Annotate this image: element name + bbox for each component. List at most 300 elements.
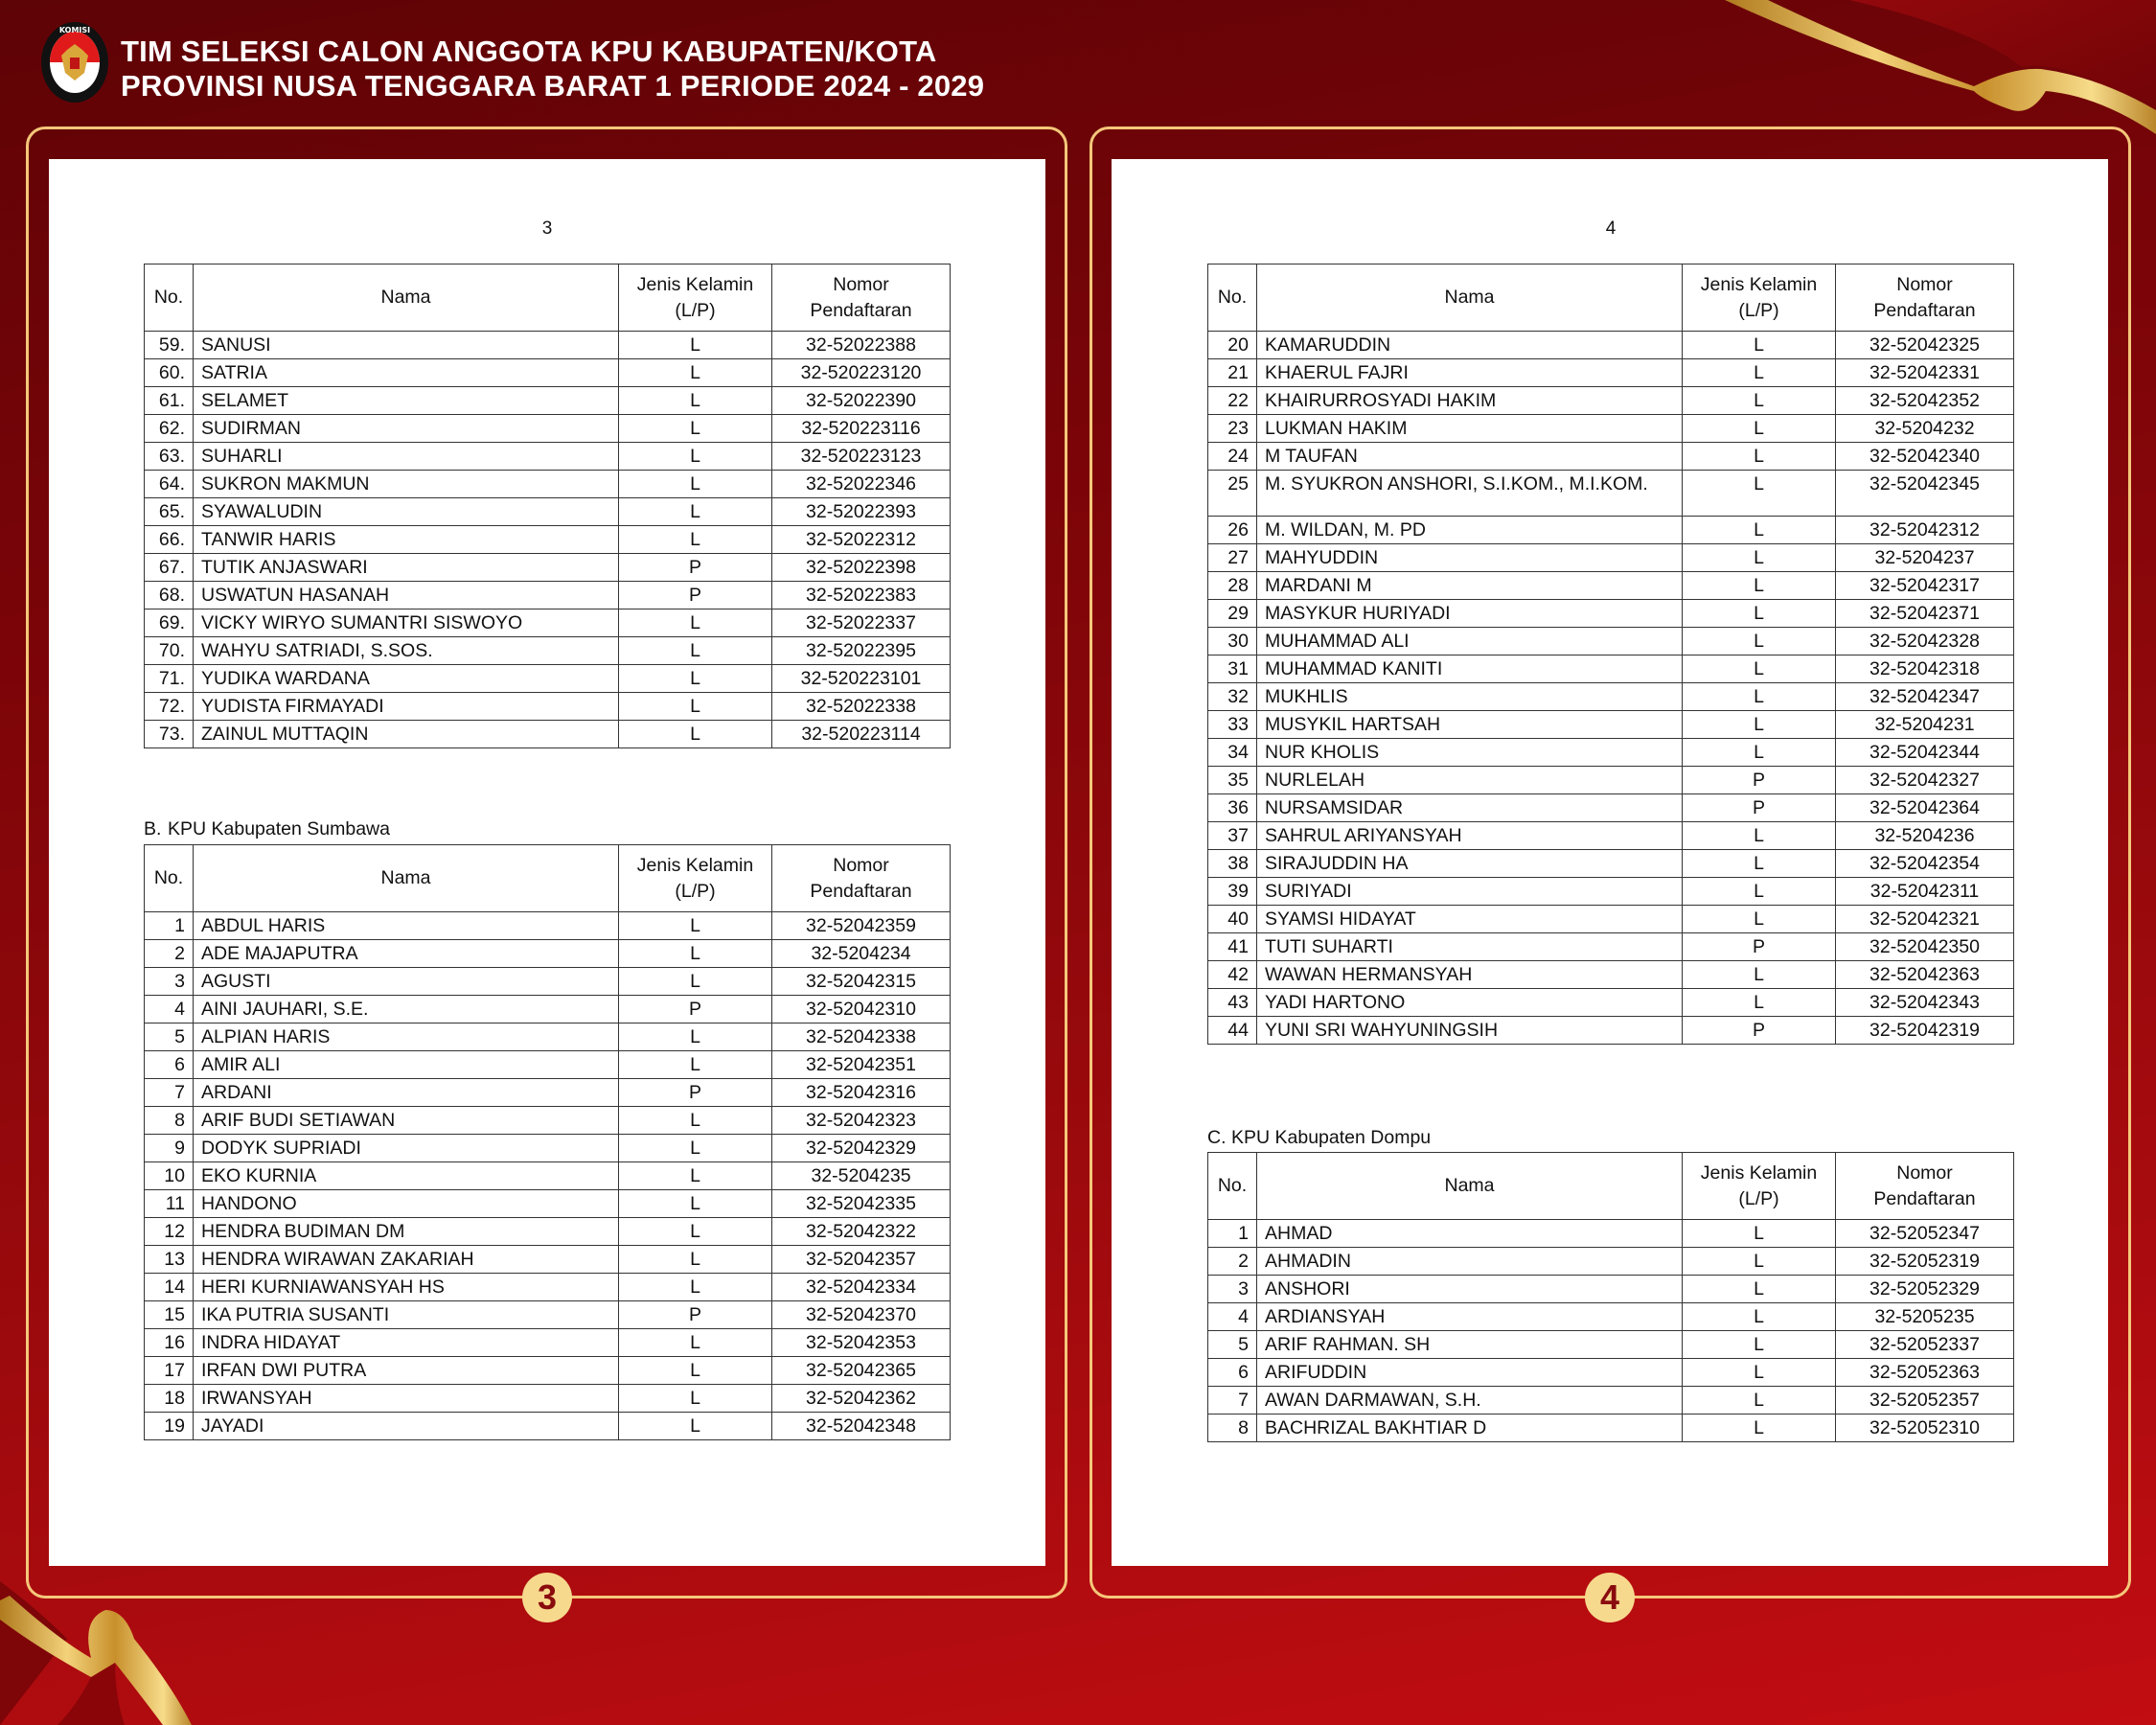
table-row [145, 471, 951, 498]
table-row [145, 665, 951, 693]
row-name: ABDUL HARIS [194, 912, 619, 940]
row-gender: L [1683, 359, 1836, 387]
table-row [145, 498, 951, 526]
row-registration-number: 32-5204236 [1836, 822, 2014, 850]
row-registration-number: 32-52042345 [1836, 471, 2014, 517]
row-gender: L [619, 721, 772, 748]
section-letter: C. [1207, 1127, 1227, 1148]
row-gender: L [619, 1385, 772, 1413]
row-gender: P [619, 996, 772, 1024]
table-row [145, 1246, 951, 1274]
column-header-no-text: No. [1217, 287, 1248, 308]
table-row [145, 1107, 951, 1135]
table-row [145, 1079, 951, 1107]
column-header-nama [194, 264, 619, 332]
table-row [145, 1051, 951, 1079]
row-name: MAHYUDDIN [1257, 544, 1683, 572]
row-number: 20 [1208, 332, 1257, 359]
row-name: SAHRUL ARIYANSYAH [1257, 822, 1683, 850]
row-number: 26 [1208, 517, 1257, 544]
column-header-sex [619, 264, 772, 332]
row-gender: L [1683, 989, 1836, 1017]
row-gender: L [619, 471, 772, 498]
row-gender: P [619, 1079, 772, 1107]
column-header-registration-text: Pendaftaran [1873, 1187, 1976, 1209]
registrant-table [144, 264, 951, 748]
row-number: 44 [1208, 1017, 1257, 1045]
table-row [145, 610, 951, 637]
table-row [1208, 711, 2014, 739]
row-name: ARDIANSYAH [1257, 1303, 1683, 1331]
row-number: 35 [1208, 767, 1257, 794]
row-number: 36 [1208, 794, 1257, 822]
section-title: KPU Kabupaten Sumbawa [168, 818, 390, 840]
row-name: AWAN DARMAWAN, S.H. [1257, 1387, 1683, 1414]
table-row [145, 1385, 951, 1413]
row-name: SANUSI [194, 332, 619, 359]
table-row [1208, 1387, 2014, 1414]
column-header-registration-text: Nomor [833, 273, 889, 295]
page-number: 3 [541, 218, 553, 239]
column-header-sex [619, 845, 772, 912]
table-row [1208, 767, 2014, 794]
row-number: 18 [145, 1385, 194, 1413]
row-name: NUR KHOLIS [1257, 739, 1683, 767]
column-header-registration-text: Nomor [833, 854, 889, 876]
row-number: 31 [1208, 656, 1257, 683]
page-number: 4 [1605, 218, 1617, 239]
row-gender: L [1683, 443, 1836, 471]
row-registration-number: 32-52042340 [1836, 443, 2014, 471]
row-number: 1 [1208, 1220, 1257, 1248]
row-registration-number: 32-52042316 [772, 1079, 951, 1107]
row-name: ZAINUL MUTTAQIN [194, 721, 619, 748]
row-number: 21 [1208, 359, 1257, 387]
row-gender: L [1683, 1331, 1836, 1359]
row-gender: L [1683, 600, 1836, 628]
row-registration-number: 32-52022393 [772, 498, 951, 526]
row-registration-number: 32-52042352 [1836, 387, 2014, 415]
row-registration-number: 32-52022383 [772, 582, 951, 610]
row-number: 25 [1208, 471, 1257, 517]
row-registration-number: 32-5204235 [772, 1162, 951, 1190]
table-row [1208, 471, 2014, 517]
page-badge: 4 [1585, 1573, 1635, 1622]
row-name: ALPIAN HARIS [194, 1024, 619, 1051]
table-row [145, 415, 951, 443]
row-gender: P [619, 1301, 772, 1329]
header-title-line2: PROVINSI NUSA TENGGARA BARAT 1 PERIODE 2024 - 2029 [121, 69, 985, 103]
row-registration-number: 32-52042353 [772, 1329, 951, 1357]
column-header-no-text: No. [1217, 1175, 1248, 1196]
row-registration-number: 32-52022388 [772, 332, 951, 359]
row-gender: L [619, 912, 772, 940]
row-name: HENDRA BUDIMAN DM [194, 1218, 619, 1246]
row-registration-number: 32-52042323 [772, 1107, 951, 1135]
row-number: 5 [145, 1024, 194, 1051]
row-gender: L [1683, 628, 1836, 656]
row-gender: L [619, 498, 772, 526]
row-registration-number: 32-52042315 [772, 968, 951, 996]
row-gender: L [1683, 471, 1836, 517]
column-header-no [145, 845, 194, 912]
row-gender: L [1683, 1276, 1836, 1303]
row-registration-number: 32-52042329 [772, 1135, 951, 1162]
row-gender: L [1683, 1414, 1836, 1442]
row-number: 69. [145, 610, 194, 637]
table-row [1208, 933, 2014, 961]
row-gender: L [1683, 878, 1836, 906]
column-header-sex-text: Jenis Kelamin [1700, 273, 1818, 295]
table-row [1208, 989, 2014, 1017]
row-name: YUNI SRI WAHYUNINGSIH [1257, 1017, 1683, 1045]
registrant-table [1207, 1152, 2014, 1442]
row-number: 64. [145, 471, 194, 498]
row-gender: L [619, 415, 772, 443]
row-number: 66. [145, 526, 194, 554]
row-registration-number: 32-52042325 [1836, 332, 2014, 359]
row-registration-number: 32-52042317 [1836, 572, 2014, 600]
row-registration-number: 32-52052357 [1836, 1387, 2014, 1414]
row-number: 70. [145, 637, 194, 665]
row-number: 4 [1208, 1303, 1257, 1331]
row-gender: L [619, 1107, 772, 1135]
row-gender: P [619, 554, 772, 582]
row-name: ARIF BUDI SETIAWAN [194, 1107, 619, 1135]
row-registration-number: 32-52042364 [1836, 794, 2014, 822]
row-name: AHMAD [1257, 1220, 1683, 1248]
row-number: 8 [1208, 1414, 1257, 1442]
row-gender: P [1683, 1017, 1836, 1045]
row-gender: L [1683, 1359, 1836, 1387]
row-gender: L [1683, 739, 1836, 767]
row-number: 37 [1208, 822, 1257, 850]
row-registration-number: 32-52042365 [772, 1357, 951, 1385]
table-row [145, 1301, 951, 1329]
row-number: 7 [145, 1079, 194, 1107]
column-header-nama [1257, 264, 1683, 332]
row-registration-number: 32-52022395 [772, 637, 951, 665]
row-name: ADE MAJAPUTRA [194, 940, 619, 968]
row-registration-number: 32-52042343 [1836, 989, 2014, 1017]
row-gender: L [619, 940, 772, 968]
row-registration-number: 32-52042328 [1836, 628, 2014, 656]
row-gender: L [619, 693, 772, 721]
row-registration-number: 32-52042350 [1836, 933, 2014, 961]
row-name: WAHYU SATRIADI, S.SOS. [194, 637, 619, 665]
header-title [121, 34, 984, 104]
row-number: 39 [1208, 878, 1257, 906]
row-number: 33 [1208, 711, 1257, 739]
row-name: TANWIR HARIS [194, 526, 619, 554]
column-header-sex-text: Jenis Kelamin [636, 854, 754, 876]
table-row [1208, 443, 2014, 471]
row-registration-number: 32-52042311 [1836, 878, 2014, 906]
row-registration-number: 32-5204232 [1836, 415, 2014, 443]
row-name: DODYK SUPRIADI [194, 1135, 619, 1162]
row-number: 16 [145, 1329, 194, 1357]
row-name: MUHAMMAD ALI [1257, 628, 1683, 656]
column-header-sex-text: (L/P) [675, 299, 716, 321]
row-gender: L [1683, 656, 1836, 683]
column-header-no-text: No. [153, 287, 184, 308]
row-name: AMIR ALI [194, 1051, 619, 1079]
section-title: KPU Kabupaten Dompu [1231, 1127, 1432, 1148]
row-name: MUKHLIS [1257, 683, 1683, 711]
row-number: 61. [145, 387, 194, 415]
row-name: SUKRON MAKMUN [194, 471, 619, 498]
table-row [1208, 1331, 2014, 1359]
row-name: TUTI SUHARTI [1257, 933, 1683, 961]
table-header-row [145, 264, 951, 332]
table-header-row [145, 845, 951, 912]
row-number: 8 [145, 1107, 194, 1135]
row-registration-number: 32-52042344 [1836, 739, 2014, 767]
table-row [1208, 572, 2014, 600]
row-name: AHMADIN [1257, 1248, 1683, 1276]
row-name: EKO KURNIA [194, 1162, 619, 1190]
table-row [145, 582, 951, 610]
row-gender: L [1683, 1303, 1836, 1331]
table-row [1208, 1303, 2014, 1331]
table-row [145, 387, 951, 415]
row-number: 22 [1208, 387, 1257, 415]
table-row [145, 1190, 951, 1218]
row-number: 65. [145, 498, 194, 526]
column-header-nama-text: Nama [1444, 287, 1495, 308]
row-gender: L [619, 1329, 772, 1357]
row-gender: L [619, 637, 772, 665]
column-header-registration-text: Pendaftaran [810, 299, 912, 321]
row-gender: L [1683, 1248, 1836, 1276]
table-row [145, 637, 951, 665]
row-name: ARIF RAHMAN. SH [1257, 1331, 1683, 1359]
row-gender: L [619, 1162, 772, 1190]
row-number: 29 [1208, 600, 1257, 628]
row-registration-number: 32-52042363 [1836, 961, 2014, 989]
row-name: ARIFUDDIN [1257, 1359, 1683, 1387]
gold-ribbon-decoration [1562, 0, 2156, 144]
table-row [1208, 850, 2014, 878]
row-number: 15 [145, 1301, 194, 1329]
row-registration-number: 32-52022398 [772, 554, 951, 582]
row-number: 28 [1208, 572, 1257, 600]
row-name: HANDONO [194, 1190, 619, 1218]
table-row [145, 443, 951, 471]
row-name: ARDANI [194, 1079, 619, 1107]
row-name: AINI JAUHARI, S.E. [194, 996, 619, 1024]
row-number: 11 [145, 1190, 194, 1218]
table-row [1208, 961, 2014, 989]
table-row [145, 359, 951, 387]
table-row [145, 554, 951, 582]
row-gender: L [619, 968, 772, 996]
row-name: AGUSTI [194, 968, 619, 996]
row-name: KHAIRURROSYADI HAKIM [1257, 387, 1683, 415]
row-gender: L [1683, 572, 1836, 600]
row-name: IRFAN DWI PUTRA [194, 1357, 619, 1385]
row-gender: L [1683, 1220, 1836, 1248]
row-registration-number: 32-52022312 [772, 526, 951, 554]
table-row [1208, 628, 2014, 656]
table-row [145, 968, 951, 996]
row-gender: L [619, 332, 772, 359]
table-row [1208, 739, 2014, 767]
row-number: 7 [1208, 1387, 1257, 1414]
row-name: VICKY WIRYO SUMANTRI SISWOYO [194, 610, 619, 637]
row-number: 14 [145, 1274, 194, 1301]
table-row [145, 332, 951, 359]
row-name: NURLELAH [1257, 767, 1683, 794]
row-registration-number: 32-52042371 [1836, 600, 2014, 628]
table-row [1208, 415, 2014, 443]
table-header-row [1208, 264, 2014, 332]
row-number: 32 [1208, 683, 1257, 711]
row-name: KHAERUL FAJRI [1257, 359, 1683, 387]
row-name: HENDRA WIRAWAN ZAKARIAH [194, 1246, 619, 1274]
column-header-nama [1257, 1153, 1683, 1220]
row-name: BACHRIZAL BAKHTIAR D [1257, 1414, 1683, 1442]
row-registration-number: 32-520223116 [772, 415, 951, 443]
row-name: MUSYKIL HARTSAH [1257, 711, 1683, 739]
row-number: 5 [1208, 1331, 1257, 1359]
row-gender: L [619, 1218, 772, 1246]
row-gender: L [1683, 332, 1836, 359]
registrant-table [1207, 264, 2014, 1045]
page-badge: 3 [522, 1573, 572, 1622]
column-header-sex-text: (L/P) [675, 880, 716, 902]
row-gender: L [619, 443, 772, 471]
row-registration-number: 32-520223123 [772, 443, 951, 471]
row-gender: L [619, 610, 772, 637]
row-number: 41 [1208, 933, 1257, 961]
column-header-nama-text: Nama [1444, 1175, 1495, 1196]
row-number: 71. [145, 665, 194, 693]
table-row [1208, 1276, 2014, 1303]
row-name: JAYADI [194, 1413, 619, 1440]
row-name: INDRA HIDAYAT [194, 1329, 619, 1357]
row-number: 30 [1208, 628, 1257, 656]
row-registration-number: 32-52042312 [1836, 517, 2014, 544]
table-row [145, 1024, 951, 1051]
row-registration-number: 32-52042359 [772, 912, 951, 940]
column-header-registration [1836, 1153, 2014, 1220]
table-row [145, 526, 951, 554]
row-gender: P [1683, 933, 1836, 961]
table-row [145, 940, 951, 968]
column-header-registration [1836, 264, 2014, 332]
row-gender: L [619, 359, 772, 387]
row-name: M. SYUKRON ANSHORI, S.I.KOM., M.I.KOM. [1257, 471, 1683, 517]
row-name: SUDIRMAN [194, 415, 619, 443]
section-caption [1207, 1127, 1431, 1149]
column-header-registration-text: Nomor [1896, 273, 1953, 295]
row-gender: L [1683, 387, 1836, 415]
table-row [145, 996, 951, 1024]
row-gender: L [1683, 906, 1836, 933]
row-name: MARDANI M [1257, 572, 1683, 600]
section-caption [144, 818, 390, 840]
row-registration-number: 32-52042348 [772, 1413, 951, 1440]
row-name: WAWAN HERMANSYAH [1257, 961, 1683, 989]
row-number: 27 [1208, 544, 1257, 572]
row-name: HERI KURNIAWANSYAH HS [194, 1274, 619, 1301]
column-header-registration-text: Nomor [1896, 1162, 1953, 1184]
row-registration-number: 32-52022337 [772, 610, 951, 637]
row-name: IKA PUTRIA SUSANTI [194, 1301, 619, 1329]
table-row [1208, 656, 2014, 683]
row-number: 68. [145, 582, 194, 610]
row-number: 40 [1208, 906, 1257, 933]
table-row [1208, 544, 2014, 572]
row-number: 67. [145, 554, 194, 582]
header-title-line1: TIM SELEKSI CALON ANGGOTA KPU KABUPATEN/KOTA [121, 34, 937, 68]
row-registration-number: 32-52042319 [1836, 1017, 2014, 1045]
row-name: YADI HARTONO [1257, 989, 1683, 1017]
table-row [145, 1413, 951, 1440]
table-row [145, 1162, 951, 1190]
row-name: M TAUFAN [1257, 443, 1683, 471]
row-registration-number: 32-52022338 [772, 693, 951, 721]
row-registration-number: 32-52042351 [772, 1051, 951, 1079]
section-letter: B. [144, 818, 162, 840]
row-gender: L [619, 1246, 772, 1274]
table-row [1208, 517, 2014, 544]
row-number: 34 [1208, 739, 1257, 767]
row-gender: L [1683, 683, 1836, 711]
row-gender: L [619, 387, 772, 415]
row-registration-number: 32-5205235 [1836, 1303, 2014, 1331]
row-gender: P [619, 582, 772, 610]
row-name: MASYKUR HURIYADI [1257, 600, 1683, 628]
row-gender: L [1683, 711, 1836, 739]
row-registration-number: 32-520223114 [772, 721, 951, 748]
table-row [1208, 1248, 2014, 1276]
row-registration-number: 32-52042357 [772, 1246, 951, 1274]
row-registration-number: 32-52042327 [1836, 767, 2014, 794]
column-header-sex-text: (L/P) [1738, 299, 1779, 321]
row-registration-number: 32-52042347 [1836, 683, 2014, 711]
row-registration-number: 32-520223101 [772, 665, 951, 693]
row-registration-number: 32-52022346 [772, 471, 951, 498]
table-row [145, 693, 951, 721]
table-row [1208, 878, 2014, 906]
row-number: 13 [145, 1246, 194, 1274]
row-registration-number: 32-52042338 [772, 1024, 951, 1051]
row-gender: P [1683, 767, 1836, 794]
row-gender: L [1683, 961, 1836, 989]
row-number: 3 [145, 968, 194, 996]
row-gender: L [619, 1024, 772, 1051]
row-gender: L [619, 665, 772, 693]
row-registration-number: 32-52042334 [772, 1274, 951, 1301]
row-number: 10 [145, 1162, 194, 1190]
table-row [145, 1274, 951, 1301]
row-number: 3 [1208, 1276, 1257, 1303]
svg-text:KOMISI: KOMISI [58, 26, 91, 34]
table-row [1208, 332, 2014, 359]
row-registration-number: 32-5204237 [1836, 544, 2014, 572]
row-name: SYAWALUDIN [194, 498, 619, 526]
row-name: SYAMSI HIDAYAT [1257, 906, 1683, 933]
row-number: 42 [1208, 961, 1257, 989]
row-number: 59. [145, 332, 194, 359]
row-number: 12 [145, 1218, 194, 1246]
row-gender: L [1683, 517, 1836, 544]
row-number: 62. [145, 415, 194, 443]
column-header-sex [1683, 1153, 1836, 1220]
row-name: ANSHORI [1257, 1276, 1683, 1303]
